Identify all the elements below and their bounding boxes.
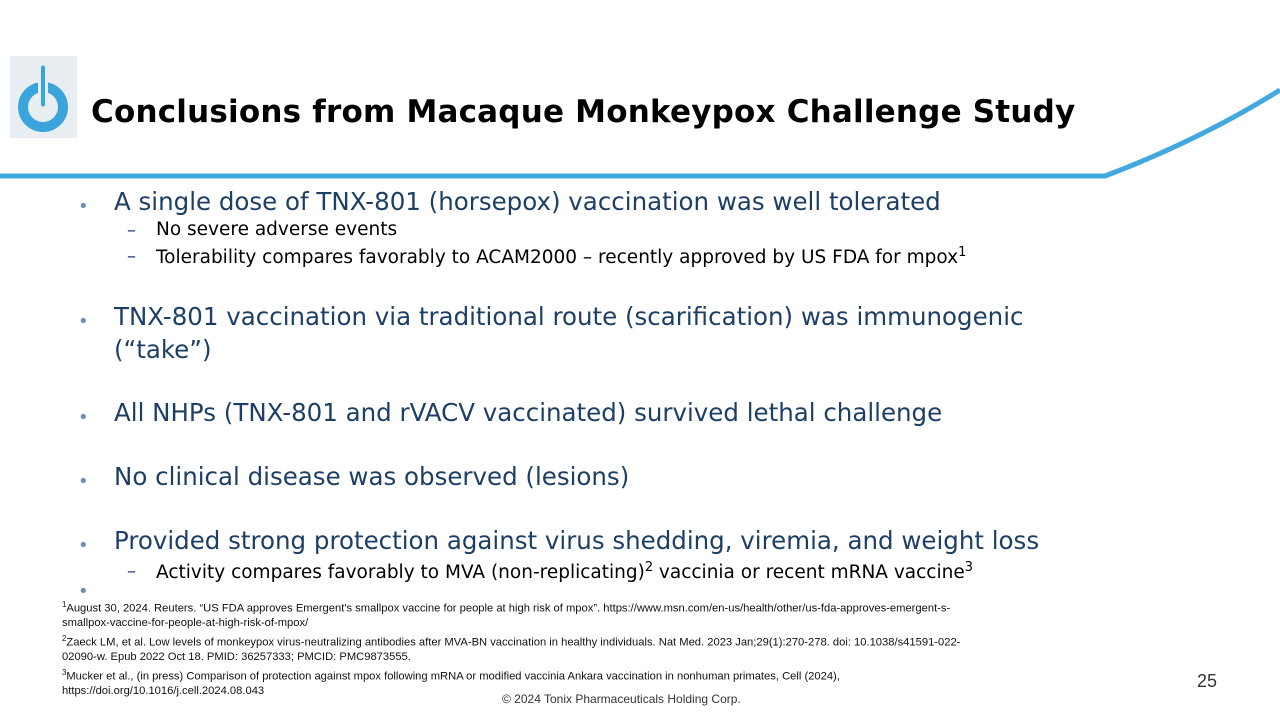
copyright: © 2024 Tonix Pharmaceuticals Holding Corp.: [502, 692, 741, 706]
footnote-2-cont: 02090-w. Epub 2022 Oct 18. PMID: 36257333; PMCID: PMC9873555.: [62, 651, 411, 663]
dash-marker: –: [127, 561, 136, 582]
footnote-1-cont: smallpox-vaccine-for-people-at-high-risk-of-mpox/: [62, 617, 309, 629]
bullet-text-continued: (“take”): [114, 335, 212, 364]
bullet-marker: •: [78, 407, 89, 428]
bullet-text: No clinical disease was observed (lesions): [114, 462, 630, 491]
page-number: 25: [1196, 671, 1217, 691]
dash-marker: –: [127, 246, 136, 267]
footnote-number: 1: [62, 600, 67, 609]
sub-bullet-text: [156, 245, 966, 268]
empty-bullet-marker: •: [78, 581, 89, 602]
sub-bullet-main: Activity compares favorably to MVA (non-replicating): [156, 562, 645, 584]
footnote-3-cont: https://doi.org/10.1016/j.cell.2024.08.043: [62, 685, 265, 697]
footnote-ref: 1: [958, 245, 967, 260]
sub-bullet-cont: vaccinia or recent mRNA vaccine: [653, 562, 965, 584]
bullet-text: All NHPs (TNX-801 and rVACV vaccinated) survived lethal challenge: [114, 398, 943, 427]
footnote-text: Zaeck LM, et al. Low levels of monkeypox virus-neutralizing antibodies after MVA-BN vaccination in healthy individuals. Nat Med. 2023 Jan;29(1):270-278. doi: 10.1038/s41591-022-: [66, 636, 961, 649]
bullet-marker: •: [78, 471, 89, 492]
bullet-text: Provided strong protection against virus shedding, viremia, and weight loss: [114, 526, 1040, 555]
footnote-3: [62, 668, 840, 683]
bullet-marker: •: [78, 535, 89, 556]
slide-title: Conclusions from Macaque Monkeypox Challenge Study: [91, 94, 1076, 130]
footnote-number: 3: [62, 668, 67, 677]
footnote-ref: 3: [964, 560, 973, 575]
footnote-number: 2: [62, 634, 67, 643]
dash-marker: –: [127, 220, 136, 241]
sub-bullet-text: [156, 560, 973, 583]
sub-bullet-main: Tolerability compares favorably to ACAM2000 – recently approved by US FDA for mpox: [156, 247, 959, 269]
bullet-marker: •: [78, 196, 89, 217]
bullet-text: TNX-801 vaccination via traditional route (scarification) was immunogenic: [114, 302, 1024, 331]
footnote-ref: 2: [644, 560, 654, 575]
footnote-text: Mucker et al., (in press) Comparison of protection against mpox following mRNA or modified vaccinia Ankara vaccination in nonhuman primates, Cell (2024),: [66, 670, 840, 683]
footnote-2: [62, 634, 960, 649]
footnote-text: August 30, 2024. Reuters. “US FDA approves Emergent's smallpox vaccine for people at high risk of mpox”. https://www.msn.com/en-us/health/other/us-fda-approves-emergent-s-: [66, 602, 951, 615]
bullet-text: A single dose of TNX-801 (horsepox) vaccination was well tolerated: [114, 187, 941, 216]
bullet-marker: •: [78, 311, 89, 332]
footnote-1: [62, 600, 950, 615]
sub-bullet-text: No severe adverse events: [156, 219, 398, 240]
